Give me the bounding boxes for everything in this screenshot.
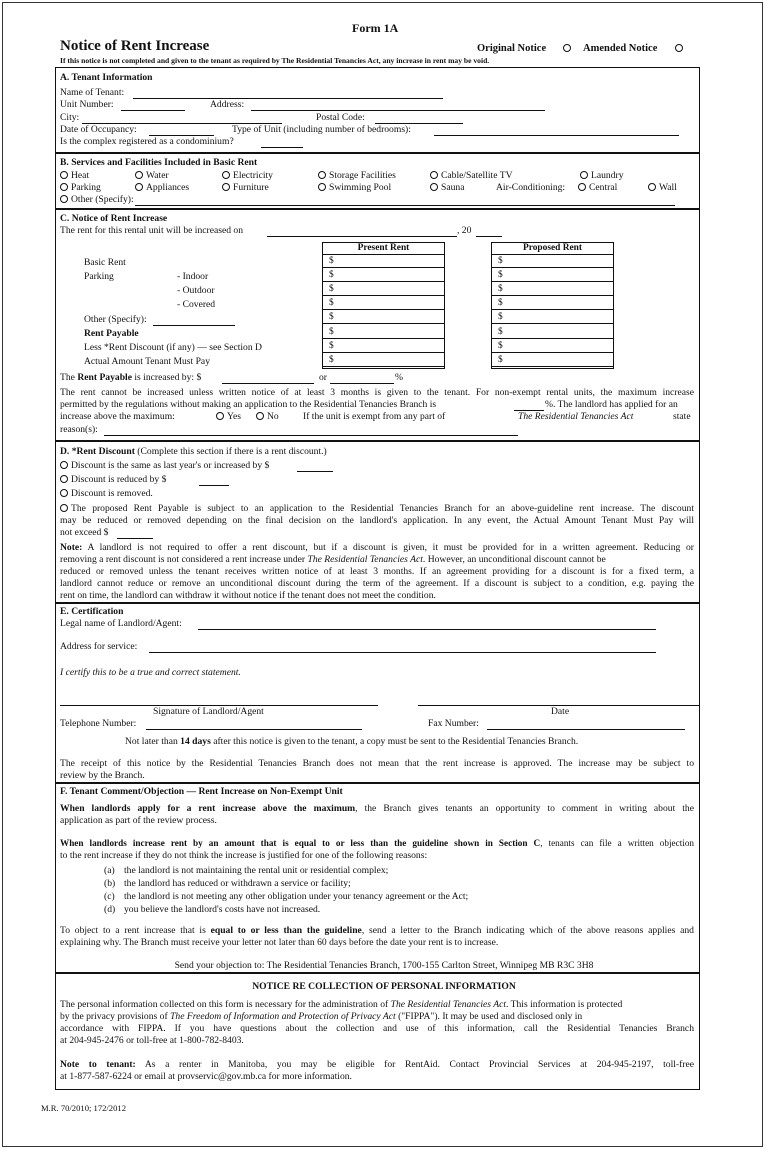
heat-checkbox[interactable]: Heat — [60, 170, 89, 181]
discount-note-line-4: landlord cannot reduce or remove an unconditional discount during the term of the agreement. If a discount is subject to a condition, e.g. paying the — [60, 578, 694, 589]
proposed-rent-amount-field[interactable] — [492, 309, 613, 310]
service-address-label: Address for service: — [60, 641, 138, 652]
discount-same-radio[interactable]: Discount is the same as last year's or increased by $ — [60, 460, 269, 471]
discount-removed-radio[interactable]: Discount is removed. — [60, 488, 153, 499]
applied-yes-radio[interactable]: Yes — [216, 411, 241, 422]
reason-b-key: (b) — [104, 878, 116, 889]
present-rent-header: Present Rent — [323, 243, 444, 255]
reason-b-text: the landlord has reduced or withdrawn a service or facility; — [124, 878, 351, 889]
present-rent-dollar: $ — [329, 298, 334, 309]
year-field[interactable] — [476, 236, 502, 237]
increase-percent-field[interactable] — [330, 383, 394, 384]
signature-label: Signature of Landlord/Agent — [153, 706, 264, 717]
present-rent-amount-field[interactable] — [323, 295, 444, 296]
proposed-rent-amount-field[interactable] — [492, 267, 613, 268]
parking-label: Parking — [84, 271, 114, 282]
service-address-field[interactable] — [149, 652, 656, 653]
present-rent-dollar: $ — [329, 312, 334, 323]
city-label: City: — [60, 112, 80, 123]
discount-note-line-2: removing a rent discount is not considered a rent increase under The Residential Tenancies Act. However, an unconditional discount cannot be — [60, 554, 606, 565]
fax-label: Fax Number: — [428, 718, 479, 729]
discount-note-line-1: Note: A landlord is not required to offer a rent discount, but if a discount is given, it must be provided for in a written agreement. Reducing or — [60, 542, 694, 553]
proposed-rent-amount-field[interactable] — [492, 338, 613, 339]
other-rent-specify-field[interactable] — [153, 325, 235, 326]
postal-code-label: Postal Code: — [316, 112, 365, 123]
notice-line-3b: If the unit is exempt from any part of — [303, 411, 446, 422]
discount-increase-field[interactable] — [297, 471, 333, 472]
guideline-line-1: When landlords increase rent by an amount that is equal to or less than the guideline shown in Section C, tenants can file a written objection — [60, 838, 695, 848]
proposed-rent-amount-field[interactable] — [492, 323, 613, 324]
parking-checkbox[interactable]: Parking — [60, 182, 101, 193]
proposed-rent-dollar: $ — [498, 312, 503, 323]
proposed-rent-amount-field[interactable] — [492, 295, 613, 296]
address-field[interactable] — [251, 110, 545, 111]
actual-amount-label: Actual Amount Tenant Must Pay — [84, 356, 210, 367]
discount-reduced-field[interactable] — [199, 485, 229, 486]
rent-payable-label: Rent Payable — [84, 328, 139, 339]
privacy-title: NOTICE RE COLLECTION OF PERSONAL INFORMATION — [252, 981, 516, 992]
act-reference: The Residential Tenancies Act — [518, 411, 634, 422]
reason-d-key: (d) — [104, 904, 116, 915]
outdoor-label: - Outdoor — [177, 285, 215, 296]
legal-name-label: Legal name of Landlord/Agent: — [60, 618, 182, 629]
section-e-box — [55, 603, 700, 783]
water-checkbox[interactable]: Water — [135, 170, 169, 181]
proposed-rent-dollar: $ — [498, 270, 503, 281]
laundry-checkbox[interactable]: Laundry — [580, 170, 624, 181]
notice-line-2b: %. The landlord has applied for an — [545, 399, 678, 410]
cable-checkbox[interactable]: Cable/Satellite TV — [430, 170, 513, 181]
receipt-line-1: The receipt of this notice by the Residential Tenancies Branch does not mean that the rent increase is approved. The increase may be subject to — [60, 758, 694, 769]
notice-line-1: The rent cannot be increased unless written notice of at least 3 months is given to the tenant. For non-exempt rental units, the maximum increase — [60, 387, 694, 398]
present-rent-amount-field[interactable] — [323, 267, 444, 268]
storage-checkbox[interactable]: Storage Facilities — [318, 170, 396, 181]
privacy-line-3: accordance with FIPPA. If you have questions about the collection and use of this information, call the Residential Tenancies Branch — [60, 1023, 694, 1034]
section-a-title: A. Tenant Information — [60, 72, 153, 83]
discount-guideline-radio[interactable]: The proposed Rent Payable is subject to an application to the Residential Tenancies Branch for an above-guideline rent increase. The discount — [60, 503, 694, 514]
present-rent-amount-field[interactable] — [323, 352, 444, 353]
occupancy-label: Date of Occupancy: — [60, 124, 137, 135]
indoor-label: - Indoor — [177, 271, 209, 282]
reasons-label: reason(s): — [60, 424, 98, 435]
present-rent-amount-field[interactable] — [323, 323, 444, 324]
discount-max-field[interactable] — [117, 538, 153, 539]
year-label: , 20 — [457, 225, 472, 236]
legal-name-field[interactable] — [198, 629, 656, 630]
other-services-field[interactable] — [135, 205, 675, 206]
reasons-field[interactable] — [104, 435, 518, 436]
aircon-label: Air-Conditioning: — [496, 182, 566, 193]
objection-line-1: To object to a rent increase that is equal to or less than the guideline, send a letter to the Branch indicating which of the above reasons applies and — [60, 925, 694, 936]
discount-note-line-5: rent on time, the landlord can withdraw it without notice if the tenant does not meet the condition. — [60, 590, 436, 601]
regulation-footer: M.R. 70/2010; 172/2012 — [41, 1103, 126, 1113]
increase-amount-field[interactable] — [222, 383, 314, 384]
present-rent-dollar: $ — [329, 270, 334, 281]
section-d-title: D. *Rent Discount (Complete this section if there is a rent discount.) — [60, 446, 327, 457]
furniture-checkbox[interactable]: Furniture — [222, 182, 269, 193]
above-max-line-2: application as part of the review process. — [60, 815, 217, 826]
covered-label: - Covered — [177, 299, 216, 310]
original-notice-label: Original Notice — [477, 43, 547, 54]
amended-notice-radio[interactable] — [675, 44, 683, 52]
notice-line-3a: increase above the maximum: — [60, 411, 175, 422]
form-number: Form 1A — [352, 21, 399, 35]
reason-d-text: you believe the landlord's costs have not increased. — [124, 904, 321, 915]
certify-statement: I certify this to be a true and correct statement. — [60, 667, 241, 678]
date-label: Date — [551, 706, 570, 717]
tenant-note-line-1: Note to tenant: As a renter in Manitoba, you may be eligible for RentAid. Contact Provincial Services at 204-945-2197, toll-free — [60, 1059, 695, 1070]
unit-number-field[interactable] — [121, 110, 185, 111]
state-label: state — [673, 411, 691, 422]
aircon-central-radio[interactable]: Central — [578, 182, 617, 193]
page-title: Notice of Rent Increase — [60, 38, 210, 54]
pool-checkbox[interactable]: Swimming Pool — [318, 182, 391, 193]
proposed-rent-dollar: $ — [498, 256, 503, 266]
above-max-line-1: When landlords apply for a rent increase above the maximum, the Branch gives tenants an opportunity to comment in writing about the — [60, 803, 694, 814]
applied-no-radio[interactable]: No — [256, 411, 279, 422]
receipt-line-2: review by the Branch. — [60, 770, 145, 781]
present-rent-dollar: $ — [329, 284, 334, 295]
telephone-field[interactable] — [146, 729, 362, 730]
present-rent-amount-field[interactable] — [323, 281, 444, 282]
present-rent-amount-field[interactable] — [323, 338, 444, 339]
proposed-rent-table — [491, 242, 614, 369]
rent-discount-label: Less *Rent Discount (if any) — see Section D — [84, 342, 262, 353]
proposed-rent-header: Proposed Rent — [492, 243, 613, 255]
reason-a-text: the landlord is not maintaining the rental unit or residential complex; — [124, 865, 389, 876]
discount-reduced-radio[interactable]: Discount is reduced by $ — [60, 474, 166, 485]
increase-date-label: The rent for this rental unit will be increased on — [60, 225, 244, 236]
objection-line-2: explaining why. The Branch must receive your letter not later than 60 days before the date your rent is to increase. — [60, 937, 499, 948]
discount-guideline-line-3: not exceed $ — [60, 527, 109, 538]
present-rent-amount-field[interactable] — [323, 366, 444, 367]
condo-field[interactable] — [261, 147, 303, 148]
section-f-title: F. Tenant Comment/Objection — Rent Increase on Non-Exempt Unit — [60, 786, 343, 797]
section-c-title: C. Notice of Rent Increase — [60, 213, 168, 224]
section-e-title: E. Certification — [60, 606, 124, 617]
guideline-line-2: to the rent increase if they do not think the increase is justified for one of the following reasons: — [60, 850, 428, 861]
unit-number-label: Unit Number: — [60, 99, 114, 110]
proposed-rent-dollar: $ — [498, 298, 503, 309]
proposed-rent-amount-field[interactable] — [492, 366, 613, 367]
tenant-name-label: Name of Tenant: — [60, 87, 125, 98]
rent-increase-label: The Rent Payable is increased by: $ — [60, 372, 202, 383]
present-rent-dollar: $ — [329, 326, 334, 337]
present-rent-amount-field[interactable] — [323, 309, 444, 310]
present-rent-dollar: $ — [329, 354, 334, 365]
discount-note-line-3: reduced or removed unless the tenant receives written notice of at least 3 months. If an agreement providing for a discount is for a fixed term, a — [60, 566, 694, 577]
increase-date-field[interactable] — [267, 236, 457, 237]
amended-notice-label: Amended Notice — [583, 43, 658, 54]
aircon-wall-radio[interactable]: Wall — [648, 182, 677, 193]
proposed-rent-amount-field[interactable] — [492, 281, 613, 282]
send-address: Send your objection to: The Residential Tenancies Branch, 1700-155 Carlton Street, Winnipeg MB R3C 3H8 — [174, 960, 594, 971]
proposed-rent-dollar: $ — [498, 340, 503, 351]
proposed-rent-dollar: $ — [498, 326, 503, 337]
condo-label: Is the complex registered as a condominium? — [60, 136, 234, 147]
unit-type-label: Type of Unit (including number of bedrooms): — [232, 124, 411, 135]
telephone-label: Telephone Number: — [60, 718, 137, 729]
privacy-line-2: by the privacy provisions of The Freedom of Information and Protection of Privacy Act ("FIPPA"). It may be used and disclosed only in — [60, 1011, 583, 1022]
reason-c-key: (c) — [104, 891, 115, 902]
or-label: or — [319, 372, 327, 383]
privacy-line-1: The personal information collected on this form is necessary for the administration of The Residential Tenancies Act. This information is protected — [60, 999, 623, 1010]
privacy-line-4: at 204-945-2476 or toll-free at 1-800-782-8403. — [60, 1035, 244, 1046]
proposed-rent-amount-field[interactable] — [492, 352, 613, 353]
fax-field[interactable] — [487, 729, 685, 730]
section-b-title: B. Services and Facilities Included in Basic Rent — [60, 157, 258, 168]
original-notice-radio[interactable] — [563, 44, 571, 52]
tenant-note-line-2: at 1-877-587-6224 or email at provservic@gov.mb.ca for more information. — [60, 1071, 352, 1082]
appliances-checkbox[interactable]: Appliances — [135, 182, 189, 193]
present-rent-dollar: $ — [329, 340, 334, 351]
proposed-rent-dollar: $ — [498, 284, 503, 295]
reason-a-key: (a) — [104, 865, 115, 876]
notice-line-2a: permitted by the regulations without making an application to the Residential Tenancies Branch is — [60, 399, 437, 410]
tenant-name-field[interactable] — [133, 98, 443, 99]
reason-c-text: the landlord is not meeting any other obligation under your tenancy agreement or the Act; — [124, 891, 469, 902]
other-rent-label: Other (Specify): — [84, 314, 147, 325]
proposed-rent-dollar: $ — [498, 354, 503, 365]
discount-guideline-line-2: may be reduced or removed depending on the final decision on the landlord's application. In any event, the Actual Amount Tenant Must Pay will — [60, 515, 694, 526]
sauna-checkbox[interactable]: Sauna — [430, 182, 464, 193]
basic-rent-label: Basic Rent — [84, 257, 126, 268]
void-warning: If this notice is not completed and given to the tenant as required by The Residential Tenancies Act, any increase in rent may be void. — [60, 56, 490, 65]
present-rent-dollar: $ — [329, 256, 334, 266]
present-rent-table — [322, 242, 445, 369]
copy-deadline: Not later than 14 days after this notice is given to the tenant, a copy must be sent to the Residential Tenancies Branch. — [125, 736, 579, 747]
electricity-checkbox[interactable]: Electricity — [222, 170, 273, 181]
unit-type-field[interactable] — [434, 135, 679, 136]
address-label: Address: — [210, 99, 245, 110]
other-services-checkbox[interactable]: Other (Specify): — [60, 194, 134, 205]
percent-label: % — [395, 372, 403, 383]
